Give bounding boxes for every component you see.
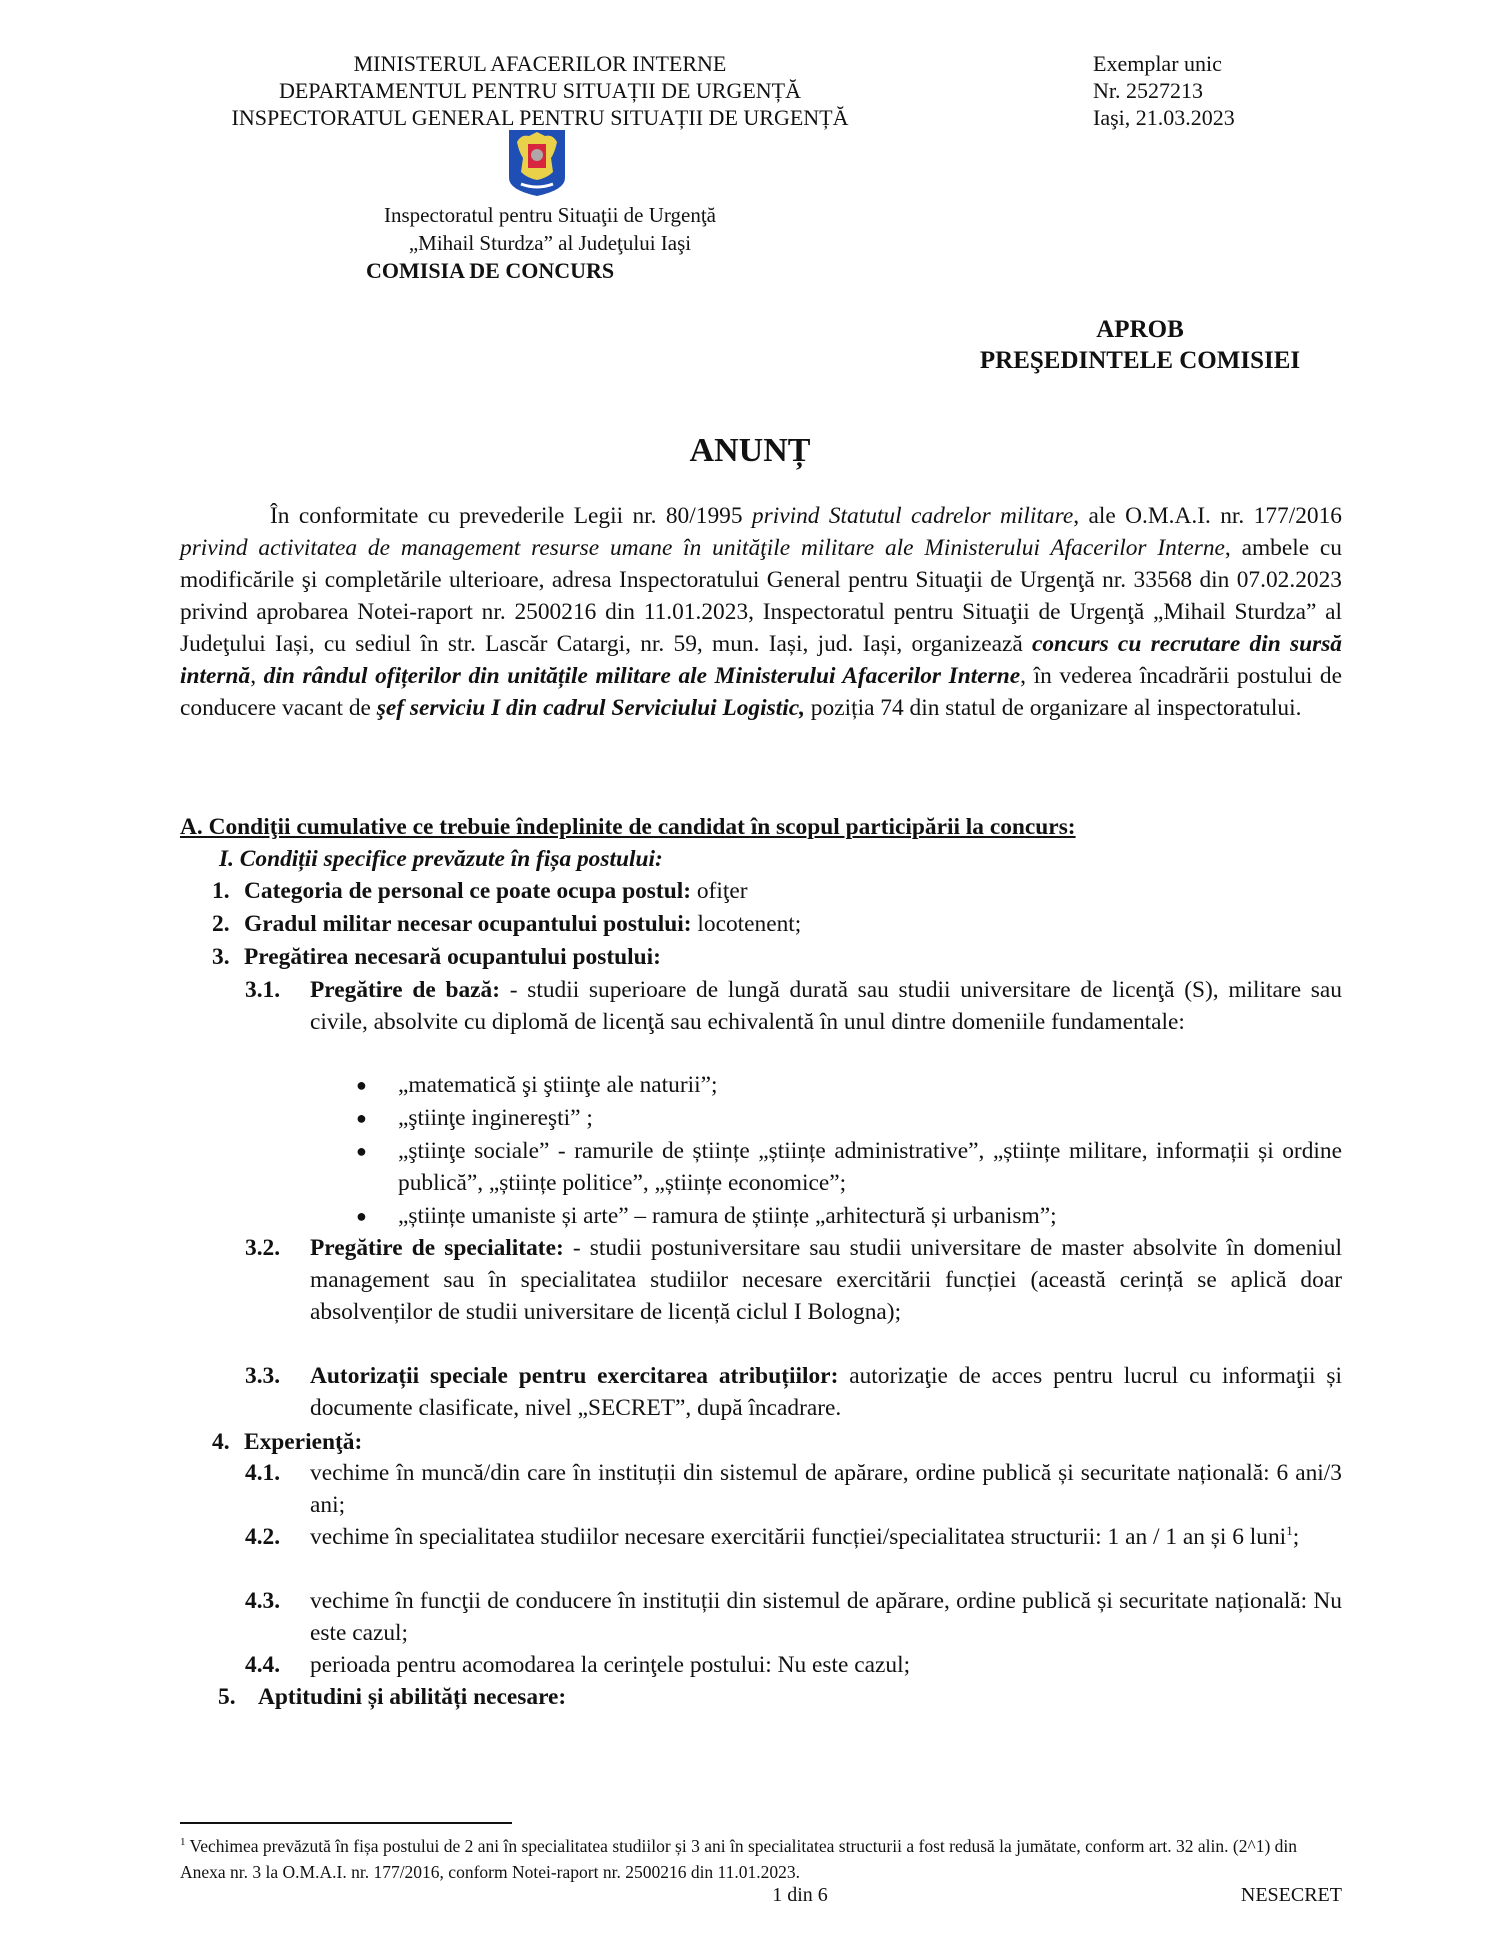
ministry-line: MINISTERUL AFACERILOR INTERNE xyxy=(353,51,727,76)
law-title: privind Statutul cadrelor militare xyxy=(751,503,1074,529)
subitem-value: perioada pentru acomodarea la cerinţele postului: Nu este cazul; xyxy=(310,1652,911,1678)
subitem-number: 3.3. xyxy=(245,1363,281,1389)
commission-label: COMISIA DE CONCURS xyxy=(366,258,615,283)
order-title: privind activitatea de management resurse umane în unităţile militare ale Ministerului Afacerilor Interne xyxy=(180,535,1225,561)
intro-text: poziția 74 din statul de organizare al inspectoratului. xyxy=(804,695,1302,721)
bullet-text: „ştiinţe sociale” - ramurile de științe „științe administrative”, „științe militare, informații și ordine publică”, „științe politice”, „științe economice”; xyxy=(398,1138,1342,1196)
item-number: 4. xyxy=(212,1429,230,1455)
intro-paragraph xyxy=(180,500,1342,724)
subitem-label: Autorizații speciale pentru exercitarea atribuțiilor: xyxy=(310,1363,839,1389)
page-title: ANUNȚ xyxy=(689,432,811,469)
bullet-icon: ● xyxy=(356,1206,367,1226)
subitem-label: Pregătire de specialitate: xyxy=(310,1235,564,1261)
issuer-header xyxy=(180,50,900,131)
intro-text: , ambele cu modificările şi completările ulterioare, adresa Inspectoratului General pentru Situaţii de Urgenţă nr. 33568 din 07.02.2023 privind aprobarea Notei-raport nr. 2500216 din 11.01.2023, Inspectoratul pentru Situaţii de Urgenţă „Mihail Sturdza” al Judeţului Iași, cu sediul în str. Lascăr Catargi, nr. 59, mun. Iași, jud. Iași, organizează xyxy=(180,535,1342,657)
subitem-number: 4.3. xyxy=(245,1588,281,1614)
bullet-icon: ● xyxy=(356,1108,367,1128)
subitem-number: 3.1. xyxy=(245,977,281,1003)
intro-text: , xyxy=(250,663,264,689)
subitem-value: autorizaţie de acces pentru lucrul cu informaţii și documente clasificate, nivel „SECRET”, după încadrare. xyxy=(310,1363,1342,1421)
subitem-number: 4.2. xyxy=(245,1524,281,1550)
item-label: Gradul militar necesar ocupantului postului: xyxy=(244,911,692,937)
subitem-value: vechime în specialitatea studiilor necesare exercitării funcției/specialitatea structurii: 1 an / 1 an și 6 luni xyxy=(310,1524,1287,1550)
item-label: Experienţă: xyxy=(244,1429,363,1455)
registration-number: Nr. 2527213 xyxy=(1093,78,1203,103)
subitem-value: vechime în muncă/din care în instituții din sistemul de apărare, ordine publică și securitate națională: 6 ani/3 ani; xyxy=(310,1460,1342,1518)
intro-text: , în vederea încadrării postului de conducere vacant de xyxy=(180,663,1343,721)
section-a-heading: A. Condiţii cumulative ce trebuie îndeplinite de candidat în scopul participării la concurs: xyxy=(180,814,1076,840)
candidate-source: din rândul ofițerilor din unitățile militare ale Ministerului Afacerilor Interne xyxy=(263,663,1021,689)
bullet-icon: ● xyxy=(356,1075,367,1095)
position-name: şef serviciu I din cadrul Serviciului Logistic, xyxy=(376,695,805,721)
item-value: ofiţer xyxy=(691,878,748,904)
item-number: 5. xyxy=(218,1684,236,1710)
footnote-text: Vechimea prevăzută în fișa postului de 2 ani în specialitatea studiilor și 3 ani în specialitatea structurii a fost redusă la jumătate, conform art. 32 alin. (2^1) din Anexa nr. 3 la O.M.A.I. nr. 177/2016, conform Notei-raport nr. 2500216 din 11.01.2023. xyxy=(180,1836,1298,1882)
inspectorate-line: INSPECTORATUL GENERAL PENTRU SITUAȚII DE URGENȚĂ xyxy=(231,105,849,130)
page-number: 1 din 6 xyxy=(772,1884,828,1906)
footnote-reference[interactable]: 1 xyxy=(1286,1523,1293,1539)
subitem-value: - studii postuniversitare sau studii universitare de master absolvite în domeniul management sau în specialitatea studiilor necesare exercitării funcției (această cerință se aplică doar absolvenților de studii universitare de licență ciclul I Bologna); xyxy=(310,1235,1342,1325)
issuing-unit xyxy=(350,201,750,285)
item-label: Aptitudini și abilități necesare: xyxy=(258,1684,567,1710)
bullet-text: „științe umaniste și arte” – ramura de științe „arhitectură și urbanism”; xyxy=(398,1203,1057,1229)
footnote xyxy=(180,1833,1340,1885)
bullet-text: „ştiinţe inginereşti” ; xyxy=(398,1105,593,1131)
place-date: Iaşi, 21.03.2023 xyxy=(1093,105,1235,130)
document-registration xyxy=(1093,50,1235,131)
contest-type: concurs cu recrutare din sursă internă xyxy=(180,631,1342,689)
item-number: 1. xyxy=(212,878,230,904)
item-value: locotenent; xyxy=(691,911,802,937)
subitem-label: Pregătire de bază: xyxy=(310,977,501,1003)
department-line: DEPARTAMENTUL PENTRU SITUAȚII DE URGENȚĂ xyxy=(278,78,802,103)
classification-label: NESECRET xyxy=(1240,1884,1342,1906)
footnote-mark: 1 xyxy=(180,1836,186,1849)
item-number: 2. xyxy=(212,911,230,937)
subitem-value: vechime în funcţii de conducere în instituții din sistemul de apărare, ordine publică și securitate națională: Nu este cazul; xyxy=(310,1588,1342,1646)
intro-text: În conformitate cu prevederile Legii nr. 80/1995 xyxy=(270,503,752,529)
copy-label: Exemplar unic xyxy=(1093,51,1222,76)
unit-name-line-2: „Mihail Sturdza” al Judeţului Iaşi xyxy=(408,231,692,255)
item-label: Pregătirea necesară ocupantului postului: xyxy=(244,944,661,970)
footnote-separator xyxy=(180,1822,512,1824)
bullet-text: „matematică şi ştiinţe ale naturii”; xyxy=(398,1072,718,1098)
approval-block xyxy=(880,314,1400,376)
subitem-number: 3.2. xyxy=(245,1235,281,1261)
intro-text: , ale O.M.A.I. nr. 177/2016 xyxy=(1073,503,1342,529)
approval-label: APROB xyxy=(1096,316,1184,343)
section-i-heading: I. Condiții specifice prevăzute în fișa postului: xyxy=(219,846,663,872)
subitem-value-end: ; xyxy=(1292,1524,1300,1550)
romanian-coat-of-arms-icon xyxy=(507,128,567,198)
subitem-number: 4.1. xyxy=(245,1460,281,1486)
bullet-icon: ● xyxy=(356,1141,367,1161)
unit-name-line: Inspectoratul pentru Situaţii de Urgenţă xyxy=(383,203,717,227)
item-label: Categoria de personal ce poate ocupa postul: xyxy=(244,878,691,904)
subitem-number: 4.4. xyxy=(245,1652,281,1678)
item-number: 3. xyxy=(212,944,230,970)
approver-title: PREŞEDINTELE COMISIEI xyxy=(979,347,1301,374)
subitem-value: - studii superioare de lungă durată sau studii universitare de licenţă (S), militare sau civile, absolvite cu diplomă de licenţă sau echivalentă în unul dintre domeniile fundamentale: xyxy=(310,977,1342,1035)
